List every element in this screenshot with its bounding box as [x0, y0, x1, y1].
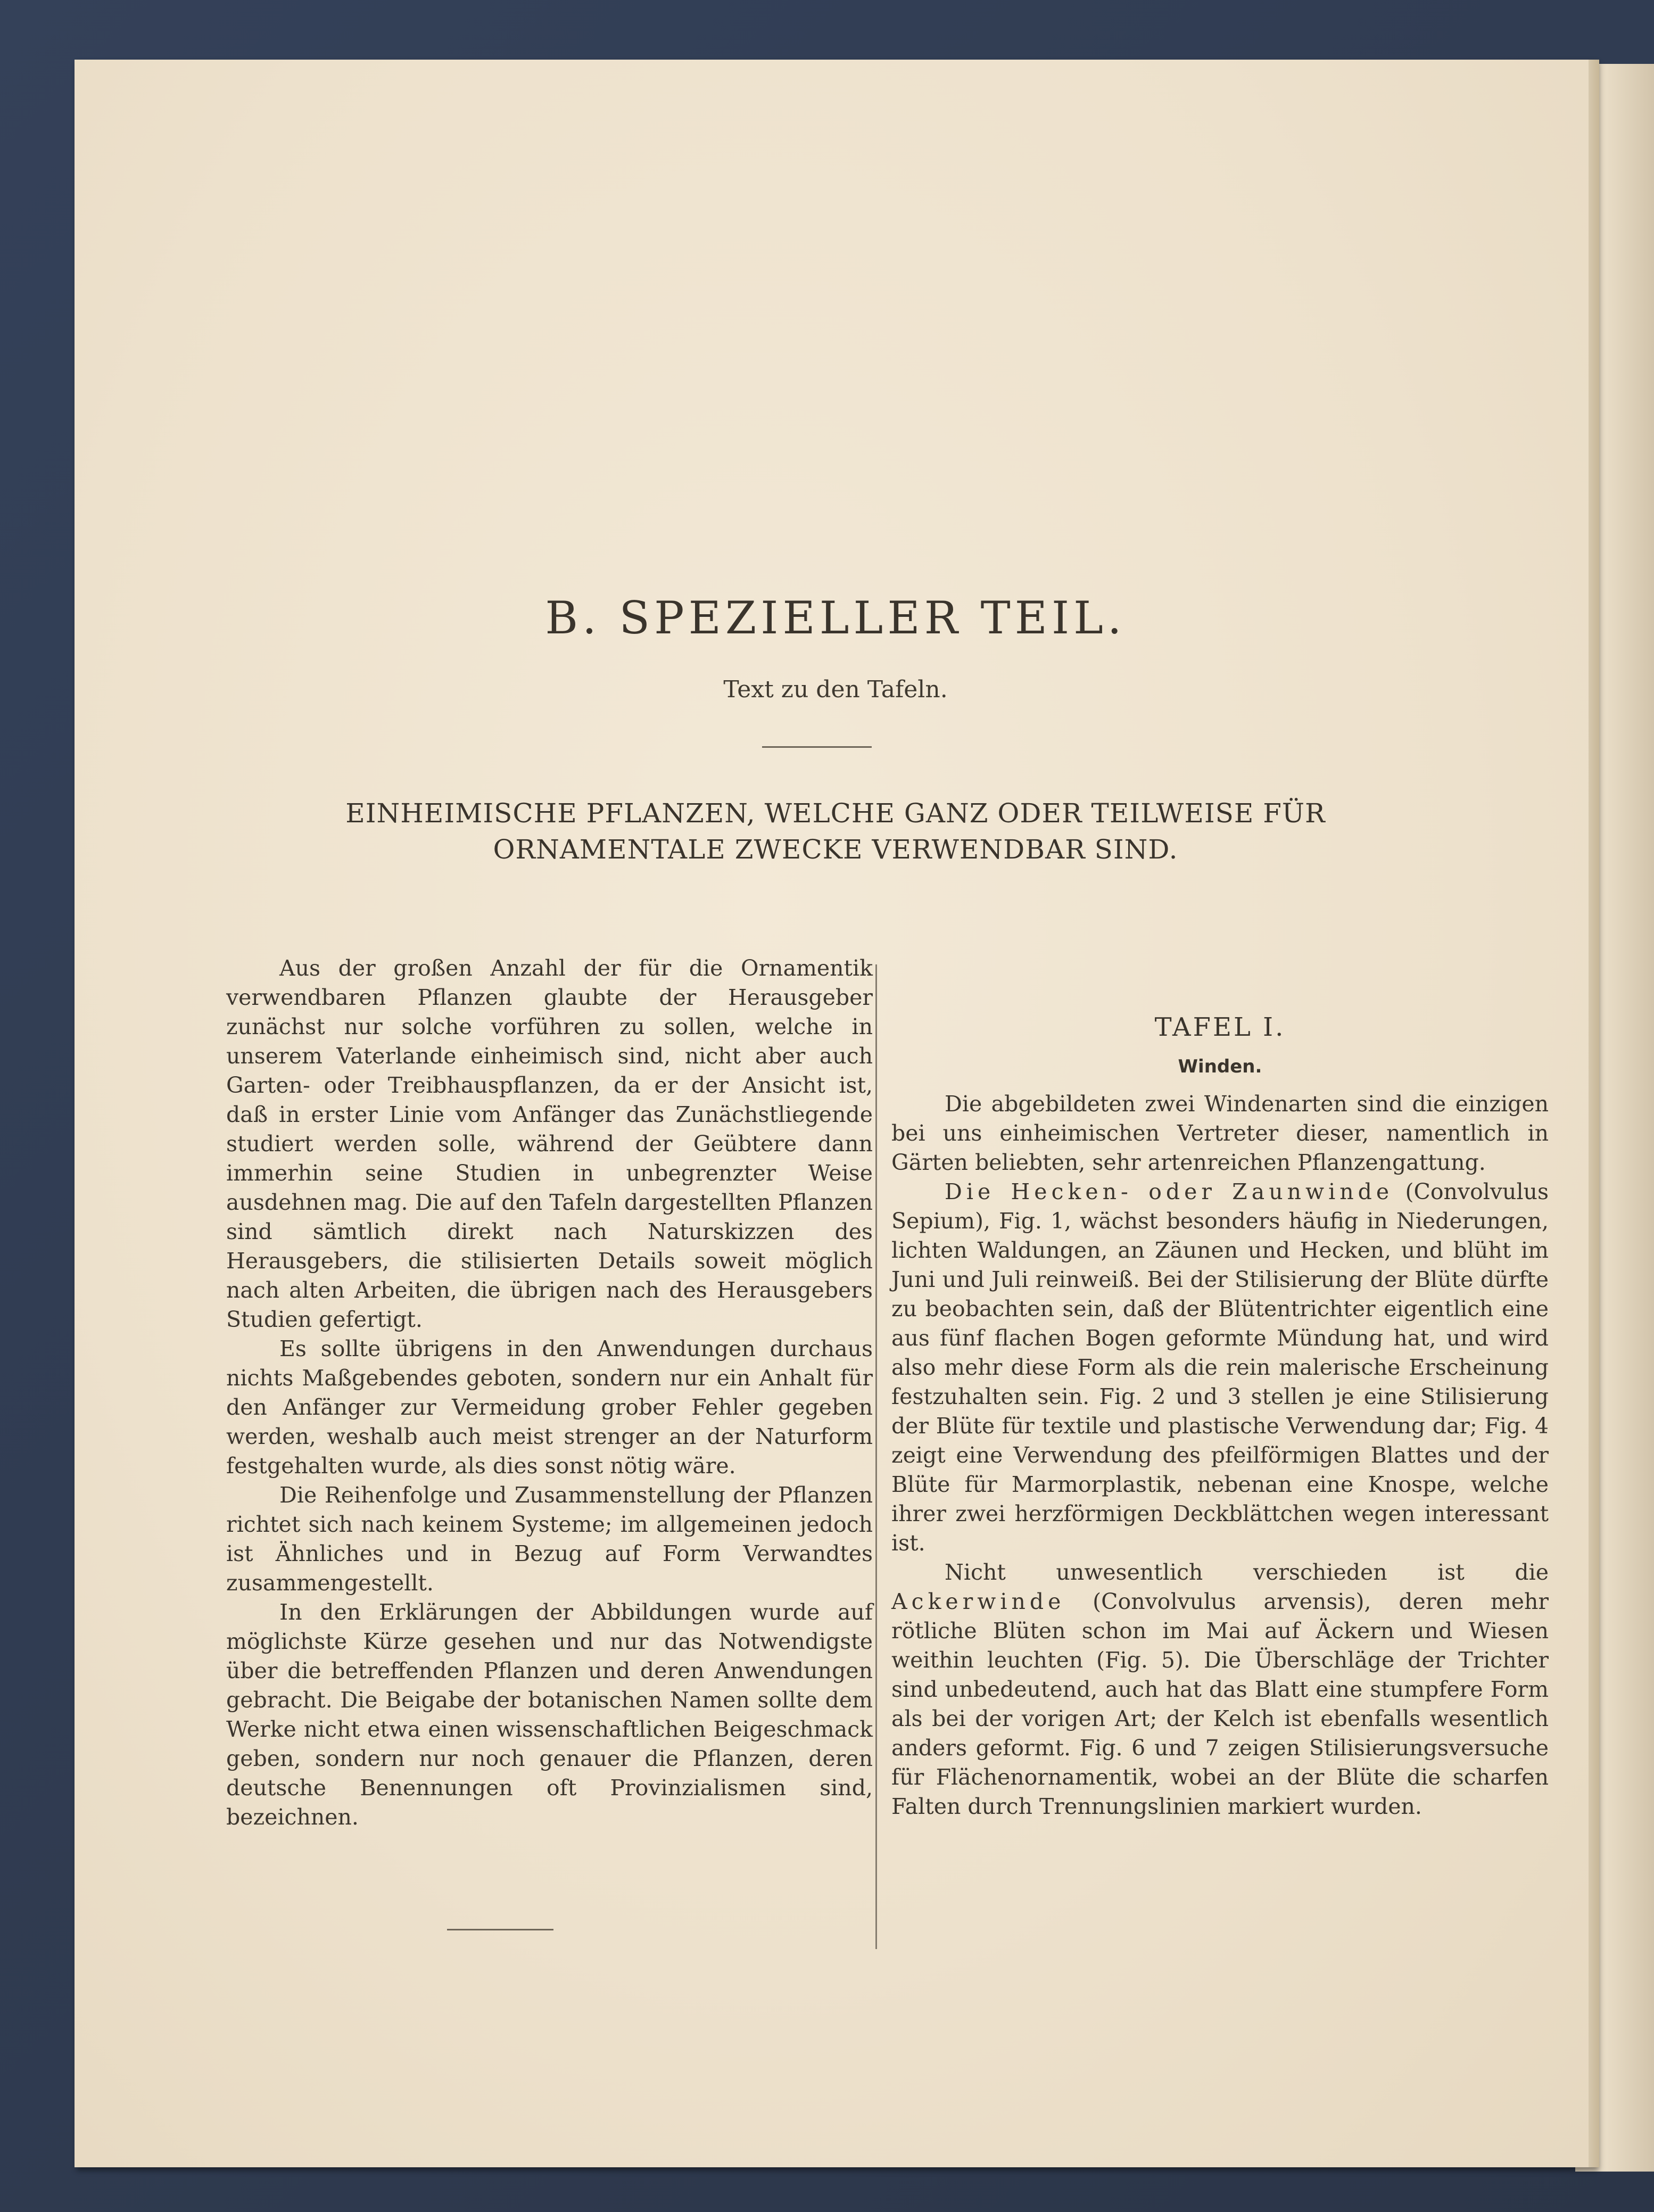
- right-paragraph: Die Hecken- oder Zaunwinde (Convolvulus Sepium), Fig. 1, wächst besonders häufig in Niederungen, lichten Waldungen, an Zäunen und Hecken, und blüht im Juni und Juli reinweiß. Bei der Stilisierung der Blüte dürfte zu beobachten sein, daß der Blütentrichter eigentlich eine aus fünf flachen Bogen geformte Mündung hat, und wird also mehr diese Form als die rein malerische Erscheinung festzuhalten sein. Fig. 2 und 3 stellen je eine Stilisierung der Blüte für textile und plastische Verwendung dar; Fig. 4 zeigt eine Verwendung des pfeilförmigen Blattes und der Blüte für Marmorplastik, nebenan eine Knospe, welche ihrer zwei herzförmigen Deckblättchen wegen interessant ist.: [891, 1179, 1549, 1556]
- plate-subtitle: Winden.: [1178, 1056, 1262, 1077]
- left-paragraph: In den Erklärungen der Abbildungen wurde auf möglichste Kürze gesehen und nur das Notwendigste über die betreffenden Pflanzen und deren Anwendungen gebracht. Die Beigabe der botanischen Namen sollte dem Werke nicht etwa einen wissenschaftlichen Beigeschmack geben, sondern nur noch genauer die Pflanzen, deren deutsche Benennungen oft Provinzialismen sind, bezeichnen.: [226, 1599, 873, 1830]
- left-paragraph: Aus der großen Anzahl der für die Ornamentik verwendbaren Pflanzen glaubte der Herausgeber zunächst nur solche vorführen zu sollen, welche in unserem Vaterlande einheimisch sind, nicht aber auch Garten- oder Treibhauspflanzen, da er der Ansicht ist, daß in erster Linie vom Anfänger das Zunächstliegende studiert werden solle, während der Geübtere dann immerhin seine Studien in unbegrenzter Weise ausdehnen mag. Die auf den Tafeln dargestellten Pflanzen sind sämtlich direkt nach Naturskizzen des Herausgebers, die stilisierten Details soweit möglich nach alten Arbeiten, die übrigen nach des Herausgebers Studien gefertigt.: [226, 955, 873, 1332]
- column-separator: [875, 964, 877, 1949]
- page-subtitle: Text zu den Tafeln.: [723, 676, 948, 703]
- left-column: [226, 954, 873, 1832]
- right-column: [891, 1090, 1549, 1821]
- right-paragraph: Die abgebildeten zwei Windenarten sind die einzigen bei uns einheimischen Vertreter dieser, namentlich in Gärten beliebten, sehr artenreichen Pflanzengattung.: [891, 1091, 1549, 1175]
- section-heading-line-1: EINHEIMISCHE PFLANZEN, WELCHE GANZ ODER TEILWEISE FÜR: [345, 798, 1326, 829]
- title-divider: [762, 746, 872, 748]
- right-paragraph: Nicht unwesentlich verschieden ist die Ackerwinde (Convolvulus arvensis), deren mehr rötliche Blüten schon im Mai auf Äckern und Wiesen weithin leuchten (Fig. 5). Die Überschläge der Trichter sind unbedeutend, auch hat das Blatt eine stumpfere Form als bei der vorigen Art; der Kelch ist ebenfalls wesentlich anders geformt. Fig. 6 und 7 zeigen Stilisierungsversuche für Flächenornamentik, wobei an der Blüte die scharfen Falten durch Trennungslinien markiert wurden.: [891, 1559, 1549, 1819]
- spaced-term: Ackerwinde: [891, 1589, 1065, 1614]
- section-heading-line-2: ORNAMENTALE ZWECKE VERWENDBAR SIND.: [493, 834, 1178, 865]
- book-page: [75, 60, 1597, 2167]
- left-paragraph: Es sollte übrigens in den Anwendungen durchaus nichts Maßgebendes geboten, sondern nur ein Anhalt für den Anfänger zur Vermeidung grober Fehler gegeben werden, weshalb auch meist strenger an der Naturform festgehalten wurde, als dies sonst nötig wäre.: [226, 1336, 873, 1479]
- spaced-term: Die Hecken- oder Zaunwinde: [945, 1179, 1394, 1204]
- page-title: B. SPEZIELLER TEIL.: [545, 592, 1126, 644]
- left-end-divider: [447, 1929, 553, 1930]
- plate-heading: TAFEL I.: [1154, 1012, 1286, 1042]
- page-edge-shadow: [1589, 60, 1599, 2167]
- section-heading: [75, 795, 1597, 868]
- left-paragraph: Die Reihenfolge und Zusammenstellung der Pflanzen richtet sich nach keinem Systeme; im allgemeinen jedoch ist Ähnliches und in Bezug auf Form Verwandtes zusammengestellt.: [226, 1482, 873, 1596]
